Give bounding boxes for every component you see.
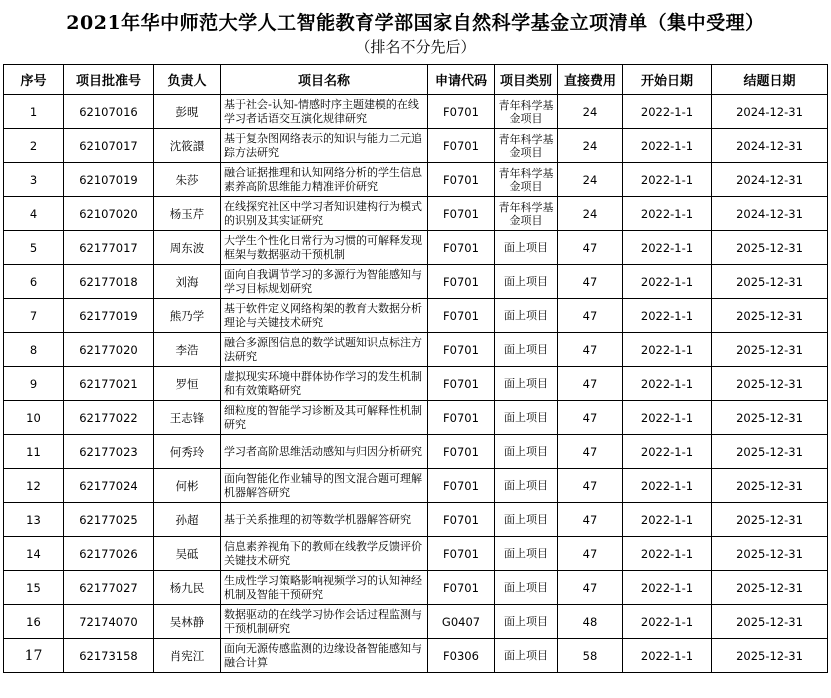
cell-apply-code: F0701 [428,265,495,299]
cell-approval-no: 62177022 [64,401,154,435]
cell-start-date: 2022-1-1 [623,469,712,503]
cell-seq: 16 [4,605,64,639]
cell-seq: 6 [4,265,64,299]
cell-project-name: 基于关系推理的初等数学机器解答研究 [221,503,428,537]
cell-apply-code: F0701 [428,367,495,401]
header-start-date: 开始日期 [623,65,712,95]
table-row [4,265,828,299]
cell-start-date: 2022-1-1 [623,537,712,571]
cell-leader: 刘海 [154,265,221,299]
cell-category: 面上项目 [495,367,558,401]
table-row [4,231,828,265]
cell-seq: 8 [4,333,64,367]
cell-approval-no: 62177024 [64,469,154,503]
cell-leader: 何彬 [154,469,221,503]
cell-category: 青年科学基金项目 [495,163,558,197]
cell-direct-cost: 58 [558,639,623,673]
cell-category: 面上项目 [495,571,558,605]
cell-category: 青年科学基金项目 [495,197,558,231]
cell-start-date: 2022-1-1 [623,503,712,537]
cell-apply-code: F0701 [428,401,495,435]
cell-leader: 彭晛 [154,95,221,129]
cell-apply-code: F0701 [428,435,495,469]
cell-direct-cost: 24 [558,95,623,129]
cell-apply-code: F0701 [428,129,495,163]
cell-seq: 14 [4,537,64,571]
cell-end-date: 2024-12-31 [712,197,828,231]
cell-category: 面上项目 [495,469,558,503]
cell-direct-cost: 47 [558,299,623,333]
cell-category: 面上项目 [495,639,558,673]
cell-project-name: 面向无源传感监测的边缘设备智能感知与融合计算 [221,639,428,673]
cell-seq: 1 [4,95,64,129]
cell-start-date: 2022-1-1 [623,95,712,129]
cell-direct-cost: 48 [558,605,623,639]
cell-leader: 罗恒 [154,367,221,401]
cell-project-name: 大学生个性化日常行为习惯的可解释发现框架与数据驱动干预机制 [221,231,428,265]
cell-end-date: 2024-12-31 [712,95,828,129]
cell-end-date: 2025-12-31 [712,265,828,299]
header-end-date: 结题日期 [712,65,828,95]
table-row [4,503,828,537]
table-row [4,163,828,197]
cell-category: 面上项目 [495,537,558,571]
cell-approval-no: 62173158 [64,639,154,673]
cell-apply-code: F0701 [428,469,495,503]
table-row [4,435,828,469]
cell-end-date: 2024-12-31 [712,129,828,163]
cell-end-date: 2025-12-31 [712,299,828,333]
cell-approval-no: 62177027 [64,571,154,605]
cell-project-name: 基于社会-认知-情感时序主题建模的在线学习者话语交互演化规律研究 [221,95,428,129]
table-row [4,469,828,503]
cell-seq: 12 [4,469,64,503]
page-title: 2021年华中师范大学人工智能教育学部国家自然科学基金立项清单（集中受理） [66,12,765,34]
cell-end-date: 2025-12-31 [712,231,828,265]
cell-end-date: 2025-12-31 [712,367,828,401]
cell-end-date: 2025-12-31 [712,639,828,673]
cell-project-name: 生成性学习策略影响视频学习的认知神经机制及智能干预研究 [221,571,428,605]
cell-direct-cost: 47 [558,401,623,435]
cell-leader: 朱莎 [154,163,221,197]
cell-approval-no: 62177025 [64,503,154,537]
cell-category: 面上项目 [495,265,558,299]
cell-end-date: 2025-12-31 [712,571,828,605]
header-project-name: 项目名称 [221,65,428,95]
cell-approval-no: 62177020 [64,333,154,367]
cell-project-name: 细粒度的智能学习诊断及其可解释性机制研究 [221,401,428,435]
cell-leader: 李浩 [154,333,221,367]
header-category: 项目类别 [495,65,558,95]
cell-category: 面上项目 [495,231,558,265]
table-row [4,571,828,605]
cell-seq: 7 [4,299,64,333]
cell-project-name: 融合证据推理和认知网络分析的学生信息素养高阶思维能力精准评价研究 [221,163,428,197]
cell-seq: 2 [4,129,64,163]
cell-direct-cost: 47 [558,435,623,469]
header-leader: 负责人 [154,65,221,95]
cell-direct-cost: 47 [558,469,623,503]
cell-direct-cost: 47 [558,265,623,299]
cell-seq: 9 [4,367,64,401]
cell-start-date: 2022-1-1 [623,333,712,367]
cell-end-date: 2025-12-31 [712,401,828,435]
cell-category: 青年科学基金项目 [495,95,558,129]
cell-end-date: 2025-12-31 [712,503,828,537]
cell-end-date: 2025-12-31 [712,537,828,571]
header-apply-code: 申请代码 [428,65,495,95]
table-row [4,95,828,129]
cell-start-date: 2022-1-1 [623,435,712,469]
table-row [4,367,828,401]
cell-approval-no: 62177017 [64,231,154,265]
cell-direct-cost: 47 [558,231,623,265]
cell-apply-code: F0306 [428,639,495,673]
cell-start-date: 2022-1-1 [623,367,712,401]
cell-direct-cost: 47 [558,367,623,401]
cell-start-date: 2022-1-1 [623,401,712,435]
cell-seq: 13 [4,503,64,537]
cell-seq: 15 [4,571,64,605]
project-table [3,64,828,673]
cell-leader: 吴林静 [154,605,221,639]
cell-approval-no: 62177023 [64,435,154,469]
cell-seq: 10 [4,401,64,435]
table-row [4,537,828,571]
header-seq: 序号 [4,65,64,95]
cell-apply-code: F0701 [428,299,495,333]
table-row [4,299,828,333]
cell-start-date: 2022-1-1 [623,299,712,333]
header-approval-no: 项目批准号 [64,65,154,95]
cell-apply-code: F0701 [428,571,495,605]
cell-approval-no: 62177019 [64,299,154,333]
cell-category: 面上项目 [495,401,558,435]
cell-seq: 3 [4,163,64,197]
cell-start-date: 2022-1-1 [623,605,712,639]
cell-apply-code: F0701 [428,333,495,367]
page-subtitle: （排名不分先后） [355,38,476,56]
cell-project-name: 在线探究社区中学习者知识建构行为模式的识别及其实证研究 [221,197,428,231]
cell-approval-no: 62107020 [64,197,154,231]
cell-leader: 肖宪江 [154,639,221,673]
cell-apply-code: F0701 [428,537,495,571]
cell-direct-cost: 24 [558,129,623,163]
table-row [4,129,828,163]
table-body [4,95,828,673]
cell-start-date: 2022-1-1 [623,571,712,605]
cell-apply-code: F0701 [428,503,495,537]
cell-apply-code: F0701 [428,231,495,265]
cell-start-date: 2022-1-1 [623,197,712,231]
cell-project-name: 基于复杂图网络表示的知识与能力二元追踪方法研究 [221,129,428,163]
cell-end-date: 2025-12-31 [712,605,828,639]
cell-leader: 杨九民 [154,571,221,605]
cell-project-name: 面向自我调节学习的多源行为智能感知与学习目标规划研究 [221,265,428,299]
cell-leader: 何秀玲 [154,435,221,469]
cell-start-date: 2022-1-1 [623,231,712,265]
cell-direct-cost: 24 [558,163,623,197]
table-row [4,197,828,231]
cell-project-name: 信息素养视角下的教师在线教学反馈评价关键技术研究 [221,537,428,571]
cell-leader: 沈筱譞 [154,129,221,163]
cell-end-date: 2025-12-31 [712,469,828,503]
cell-approval-no: 62177018 [64,265,154,299]
cell-leader: 杨玉芹 [154,197,221,231]
cell-apply-code: F0701 [428,95,495,129]
cell-project-name: 面向智能化作业辅导的图文混合题可理解机器解答研究 [221,469,428,503]
cell-end-date: 2025-12-31 [712,333,828,367]
cell-direct-cost: 47 [558,333,623,367]
cell-project-name: 数据驱动的在线学习协作会话过程监测与干预机制研究 [221,605,428,639]
cell-project-name: 学习者高阶思维活动感知与归因分析研究 [221,435,428,469]
cell-leader: 周东波 [154,231,221,265]
cell-apply-code: F0701 [428,197,495,231]
cell-category: 面上项目 [495,435,558,469]
cell-seq: 17 [4,639,64,673]
cell-end-date: 2024-12-31 [712,163,828,197]
cell-start-date: 2022-1-1 [623,639,712,673]
cell-approval-no: 62177021 [64,367,154,401]
table-row [4,639,828,673]
cell-start-date: 2022-1-1 [623,265,712,299]
cell-category: 面上项目 [495,503,558,537]
table-row [4,333,828,367]
cell-leader: 王志锋 [154,401,221,435]
cell-leader: 孙超 [154,503,221,537]
table-header-row [4,65,828,95]
cell-seq: 4 [4,197,64,231]
cell-leader: 熊乃学 [154,299,221,333]
cell-apply-code: G0407 [428,605,495,639]
cell-project-name: 基于软件定义网络构架的教育大数据分析理论与关键技术研究 [221,299,428,333]
cell-direct-cost: 47 [558,503,623,537]
cell-apply-code: F0701 [428,163,495,197]
cell-approval-no: 62177026 [64,537,154,571]
table-row [4,605,828,639]
table-row [4,401,828,435]
cell-project-name: 虚拟现实环境中群体协作学习的发生机制和有效策略研究 [221,367,428,401]
cell-approval-no: 62107016 [64,95,154,129]
cell-project-name: 融合多源图信息的数学试题知识点标注方法研究 [221,333,428,367]
cell-end-date: 2025-12-31 [712,435,828,469]
cell-leader: 吴砥 [154,537,221,571]
cell-direct-cost: 47 [558,537,623,571]
cell-approval-no: 72174070 [64,605,154,639]
cell-category: 面上项目 [495,299,558,333]
cell-seq: 5 [4,231,64,265]
cell-category: 青年科学基金项目 [495,129,558,163]
cell-seq: 11 [4,435,64,469]
header-direct-cost: 直接费用 [558,65,623,95]
cell-category: 面上项目 [495,333,558,367]
cell-direct-cost: 47 [558,571,623,605]
cell-approval-no: 62107019 [64,163,154,197]
cell-start-date: 2022-1-1 [623,163,712,197]
cell-start-date: 2022-1-1 [623,129,712,163]
cell-category: 面上项目 [495,605,558,639]
cell-approval-no: 62107017 [64,129,154,163]
cell-direct-cost: 24 [558,197,623,231]
